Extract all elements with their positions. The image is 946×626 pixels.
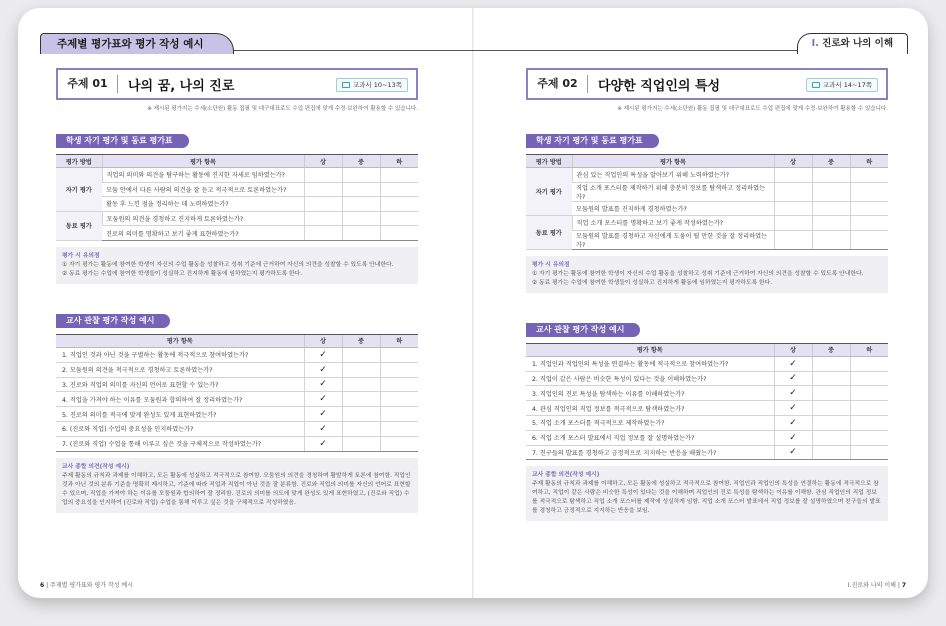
- col-header: 하: [380, 155, 418, 168]
- mark-cell: [380, 377, 418, 392]
- mark-cell: [812, 371, 850, 386]
- teacher-opinion-text: 주제 활동의 규칙과 과제를 이해하고, 모든 활동에 성실하고 적극적으로 참여함. 모둠원의 의견을 경청하며 활발하게 토론에 참여함. 직업인 것과 아닌 것의 분류 기준을 명확히 제시하고, 기준에 따라 직업과 직업이 아닌 것을 잘 분류함. 진로와 직업의 의미를 자신의 언어로 표현할 수 있으며, 직업을 가져야 하는 이유를 모둠원과 합의하여 잘 정리함. 진로의 의미를 의도에 맞게 완성도 있게 표현하였고, (진로와 직업) 수업의 중요성을 인지하여 (진로와 직업) 수업을 통해 이루고 싶은 것을 구체적으로 작성하였음.: [62, 472, 411, 506]
- item-cell: 3. 진로와 직업의 의미를 자신의 언어로 표현할 수 있는가?: [56, 377, 304, 392]
- item-cell: 2. 모둠원의 의견을 적극적으로 경청하고 토론하였는가?: [56, 362, 304, 377]
- topic-number: 주제 01: [58, 75, 118, 93]
- table-row: [56, 347, 418, 362]
- textbook-ref: [806, 78, 878, 92]
- mark-cell: [812, 386, 850, 401]
- teacher-opinion-box: [56, 458, 418, 513]
- teacher-opinion-text: 주제 활동의 규칙과 과제를 이해하고, 모든 활동에 성실하고 적극적으로 참여함. 직업인과 직업인의 특성을 연결하는 활동에 적극적으로 참여하고, 직업이 같은 사람은 비슷한 특성이 있다는 것을 이해하며 직업인의 진로 특성을 탐색하는 이유를 이해함. 관심 직업인의 직업 정보를 적극적으로 탐색하고 직업 소개 포스터를 제작에 성실하게 임함. 직업 소개 포스터 발표에서 직업 정보를 잘 설명하였으며 친구들의 발표를 경청하고 긍정적으로 지지하는 반응을 보임.: [532, 481, 881, 515]
- check-mark: ✓: [304, 392, 342, 407]
- mark-cell: [850, 182, 888, 201]
- table-row: [526, 430, 888, 445]
- table-row: [56, 197, 418, 212]
- mark-cell: [850, 356, 888, 371]
- footer-left: 6 | 주제별 평가표와 평가 작성 예시: [40, 582, 134, 589]
- check-mark: ✓: [304, 362, 342, 377]
- table-row: [526, 356, 888, 371]
- item-cell: 활동 후 느낀 점을 정리하는 데 노력하였는가?: [102, 197, 304, 212]
- mark-cell: [380, 362, 418, 377]
- mark-cell: [304, 211, 342, 226]
- col-header: 하: [380, 334, 418, 347]
- book-icon: [342, 82, 350, 88]
- teacher-eval-table: [526, 343, 888, 461]
- topic-name: 나의 꿈, 나의 진로: [128, 78, 235, 94]
- check-mark: ✓: [774, 356, 812, 371]
- mark-cell: [342, 362, 380, 377]
- teacher-eval-table: [56, 334, 418, 452]
- col-header: 평가 방법: [56, 155, 102, 168]
- self-eval-table: [56, 154, 418, 241]
- check-mark: ✓: [774, 371, 812, 386]
- page-number: 7: [901, 582, 906, 589]
- table-row: [526, 371, 888, 386]
- mark-cell: [380, 392, 418, 407]
- usage-note: ※ 제시된 평가지는 수세(소단원) 활동 집필 및 대구대표로도 수업 편집에 맞게 수정·보완하여 활용할 수 있습니다.: [617, 106, 888, 112]
- item-cell: 6. (진로와 직업) 수업의 중요성을 인지하였는가?: [56, 421, 304, 436]
- self-eval-title: 학생 자기 평가 및 동료 평가표: [526, 134, 659, 148]
- table-row: [56, 362, 418, 377]
- col-header: 평가 항목: [102, 155, 304, 168]
- mark-cell: [342, 197, 380, 212]
- footer-title: 주제별 평가표와 평가 작성 예시: [50, 582, 134, 589]
- mark-cell: [342, 436, 380, 451]
- check-mark: ✓: [304, 407, 342, 422]
- item-cell: 모둠 안에서 다른 사람의 의견을 잘 듣고 적극적으로 토론하였는가?: [102, 182, 304, 197]
- method-cell: 자기 평가: [56, 168, 102, 212]
- textbook-ref: [336, 78, 408, 92]
- mark-cell: [380, 197, 418, 212]
- table-row: [526, 216, 888, 231]
- eval-note: ② 동료 평가는 수업에 참여한 학생들이 성실하고 진지하게 활동에 임하였는지 평가하도록 한다.: [532, 279, 773, 286]
- check-mark: ✓: [774, 415, 812, 430]
- mark-cell: [812, 230, 850, 249]
- method-cell: 자기 평가: [526, 168, 572, 216]
- mark-cell: [342, 347, 380, 362]
- item-cell: 모둠원의 발표를 진지하게 경청하였는가?: [572, 201, 774, 216]
- self-eval-table: [526, 154, 888, 250]
- method-cell: 동료 평가: [526, 216, 572, 250]
- item-cell: 모둠원의 의견을 경청하고 진지하게 토론하였는가?: [102, 211, 304, 226]
- mark-cell: [380, 211, 418, 226]
- col-header: 상: [304, 155, 342, 168]
- eval-notes-title: 평가 시 유의점: [62, 252, 100, 259]
- mark-cell: [342, 407, 380, 422]
- mark-cell: [380, 347, 418, 362]
- section-tab: 주제별 평가표와 평가 작성 예시: [40, 33, 234, 54]
- mark-cell: [774, 182, 812, 201]
- check-mark: ✓: [304, 436, 342, 451]
- table-row: [526, 445, 888, 460]
- check-mark: ✓: [304, 377, 342, 392]
- teacher-eval-title: 교사 관찰 평가 작성 예시: [526, 323, 640, 337]
- item-cell: 5. 직업 소개 포스터를 적극적으로 제작하였는가?: [526, 415, 774, 430]
- table-row: [56, 226, 418, 241]
- eval-note: ① 자기 평가는 활동에 참여한 학생이 자신의 수업 활동을 성찰하고 성취 기준에 근거하여 자신의 의견을 성찰할 수 있도록 안내한다.: [532, 270, 864, 277]
- item-cell: 1. 직업인 것과 아닌 것을 구별하는 활동에 적극적으로 참여하였는가?: [56, 347, 304, 362]
- mark-cell: [774, 168, 812, 183]
- table-row: [526, 182, 888, 201]
- eval-notes-box: [526, 256, 888, 293]
- col-header: 평가 항목: [526, 343, 774, 356]
- mark-cell: [812, 216, 850, 231]
- chapter-number: Ⅰ.: [811, 38, 819, 49]
- mark-cell: [774, 230, 812, 249]
- book-gutter: [472, 8, 474, 598]
- mark-cell: [812, 430, 850, 445]
- mark-cell: [812, 168, 850, 183]
- table-row: [56, 168, 418, 183]
- table-row: [56, 421, 418, 436]
- table-row: [56, 211, 418, 226]
- mark-cell: [304, 197, 342, 212]
- eval-note: ② 동료 평가는 수업에 참여한 학생들이 성실하고 진지하게 활동에 임하였는지 평가하도록 한다.: [62, 270, 303, 277]
- chapter-title: 진로와 나의 이해: [822, 38, 893, 49]
- topic-number: 주제 02: [528, 75, 588, 93]
- footer-title: Ⅰ.진로와 나의 이해: [847, 582, 896, 589]
- col-header: 평가 항목: [572, 155, 774, 168]
- book-spread: [18, 8, 928, 598]
- item-cell: 직업 소개 포스터를 제작하기 위해 충분히 정보를 탐색하고 정리하였는가?: [572, 182, 774, 201]
- item-cell: 관심 있는 직업인의 특성을 알아보기 위해 노력하였는가?: [572, 168, 774, 183]
- right-page: [526, 68, 888, 521]
- topic-name: 다양한 직업인의 특성: [598, 78, 721, 94]
- col-header: 중: [342, 334, 380, 347]
- item-cell: 직업의 의미와 의견을 탐구하는 활동에 진지한 자세로 임하였는가?: [102, 168, 304, 183]
- col-header: 상: [304, 334, 342, 347]
- mark-cell: [304, 168, 342, 183]
- item-cell: 모둠원의 발표를 경청하고 자신에게 도움이 될 만한 것을 잘 정리하였는가?: [572, 230, 774, 249]
- table-row: [526, 415, 888, 430]
- mark-cell: [342, 226, 380, 241]
- col-header: 평가 항목: [56, 334, 304, 347]
- item-cell: 5. 진로의 의미를 적극에 맞게 완성도 있게 표현하였는가?: [56, 407, 304, 422]
- mark-cell: [812, 182, 850, 201]
- col-header: 하: [850, 343, 888, 356]
- book-icon: [812, 82, 820, 88]
- teacher-opinion-title: 교사 종합 의견(작성 예시): [62, 463, 130, 470]
- mark-cell: [342, 168, 380, 183]
- mark-cell: [342, 392, 380, 407]
- mark-cell: [812, 356, 850, 371]
- mark-cell: [850, 430, 888, 445]
- textbook-ref-label: 교과서 10~13쪽: [352, 81, 402, 89]
- mark-cell: [850, 168, 888, 183]
- method-cell: 동료 평가: [56, 211, 102, 240]
- col-header: 중: [812, 343, 850, 356]
- check-mark: ✓: [774, 430, 812, 445]
- table-row: [56, 436, 418, 451]
- mark-cell: [380, 421, 418, 436]
- table-row: [526, 168, 888, 183]
- mark-cell: [380, 182, 418, 197]
- mark-cell: [850, 216, 888, 231]
- check-mark: ✓: [774, 386, 812, 401]
- mark-cell: [850, 445, 888, 460]
- teacher-opinion-box: [526, 466, 888, 521]
- mark-cell: [342, 377, 380, 392]
- topic-header: [526, 68, 888, 100]
- col-header: 하: [850, 155, 888, 168]
- table-row: [526, 230, 888, 249]
- item-cell: 3. 직업인의 진로 특성을 탐색하는 이유를 이해하였는가?: [526, 386, 774, 401]
- table-row: [526, 386, 888, 401]
- eval-notes-box: [56, 247, 418, 284]
- mark-cell: [850, 401, 888, 416]
- mark-cell: [850, 230, 888, 249]
- page-number: 6: [40, 582, 45, 589]
- item-cell: 직업 소개 포스터를 명확하고 보기 좋게 작성하였는가?: [572, 216, 774, 231]
- mark-cell: [850, 415, 888, 430]
- table-row: [56, 407, 418, 422]
- check-mark: ✓: [774, 445, 812, 460]
- mark-cell: [342, 211, 380, 226]
- mark-cell: [342, 421, 380, 436]
- mark-cell: [812, 445, 850, 460]
- mark-cell: [380, 407, 418, 422]
- chapter-tab: [797, 33, 908, 54]
- col-header: 중: [342, 155, 380, 168]
- mark-cell: [380, 168, 418, 183]
- item-cell: 7. (진로와 직업) 수업을 통해 이루고 싶은 것을 구체적으로 작성하였는가?: [56, 436, 304, 451]
- item-cell: 7. 친구들의 발표를 경청하고 긍정적으로 지지하는 반응을 해줬는가?: [526, 445, 774, 460]
- teacher-opinion-title: 교사 종합 의견(작성 예시): [532, 472, 600, 479]
- mark-cell: [774, 216, 812, 231]
- mark-cell: [380, 226, 418, 241]
- item-cell: 2. 직업이 같은 사람은 비슷한 특성이 있다는 것을 이해하였는가?: [526, 371, 774, 386]
- table-row: [526, 401, 888, 416]
- item-cell: 4. 직업을 가져야 하는 이유를 모둠원과 합의하여 잘 정리하였는가?: [56, 392, 304, 407]
- check-mark: ✓: [304, 347, 342, 362]
- footer-right: Ⅰ.진로와 나의 이해 | 7: [847, 582, 906, 589]
- table-row: [56, 392, 418, 407]
- mark-cell: [850, 201, 888, 216]
- col-header: 상: [774, 343, 812, 356]
- mark-cell: [774, 201, 812, 216]
- table-row: [526, 201, 888, 216]
- eval-note: ① 자기 평가는 활동에 참여한 학생이 자신의 수업 활동을 성찰하고 성취 기준에 근거하여 자신의 의견을 성찰할 수 있도록 안내한다.: [62, 261, 394, 268]
- table-row: [56, 377, 418, 392]
- mark-cell: [812, 415, 850, 430]
- table-row: [56, 182, 418, 197]
- teacher-eval-title: 교사 관찰 평가 작성 예시: [56, 314, 170, 328]
- item-cell: 1. 직업인과 직업인의 특성을 연결하는 활동에 적극적으로 참여하였는가?: [526, 356, 774, 371]
- self-eval-title: 학생 자기 평가 및 동료 평가표: [56, 134, 189, 148]
- check-mark: ✓: [304, 421, 342, 436]
- mark-cell: [342, 182, 380, 197]
- mark-cell: [812, 401, 850, 416]
- col-header: 평가 방법: [526, 155, 572, 168]
- usage-note: ※ 제시된 평가지는 수세(소단원) 활동 집필 및 대구대표로도 수업 편집에 맞게 수정·보완하여 활용할 수 있습니다.: [147, 106, 418, 112]
- item-cell: 진로의 의미를 명확하고 보기 좋게 표현하였는가?: [102, 226, 304, 241]
- eval-notes-title: 평가 시 유의점: [532, 261, 570, 268]
- topic-header: [56, 68, 418, 100]
- item-cell: 4. 관심 직업인의 직업 정보를 적극적으로 탐색하였는가?: [526, 401, 774, 416]
- mark-cell: [304, 226, 342, 241]
- item-cell: 6. 직업 소개 포스터 발표에서 직업 정보를 잘 설명하였는가?: [526, 430, 774, 445]
- mark-cell: [850, 371, 888, 386]
- mark-cell: [304, 182, 342, 197]
- mark-cell: [850, 386, 888, 401]
- check-mark: ✓: [774, 401, 812, 416]
- mark-cell: [812, 201, 850, 216]
- textbook-ref-label: 교과서 14~17쪽: [822, 81, 872, 89]
- col-header: 중: [812, 155, 850, 168]
- left-page: [56, 68, 418, 513]
- col-header: 상: [774, 155, 812, 168]
- mark-cell: [380, 436, 418, 451]
